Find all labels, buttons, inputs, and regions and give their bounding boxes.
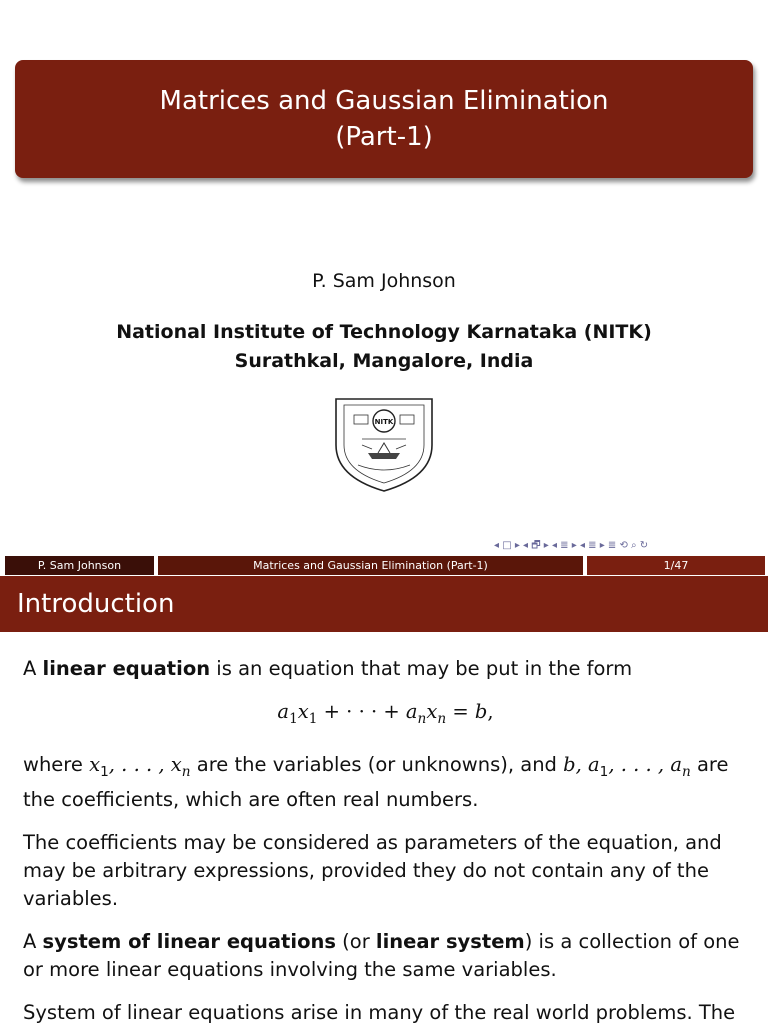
paragraph-coefficients: The coefficients may be considered as parameters of the equation, and may be arbitrary expressions, provided they do not contain any of the variables.	[23, 830, 722, 910]
author-name: P. Sam Johnson	[312, 270, 456, 292]
nitk-emblem-icon	[332, 395, 436, 493]
footer	[0, 556, 768, 575]
paragraph-applications: System of linear equations arise in many of the real world problems. The	[23, 1000, 736, 1024]
paragraph-variables: where $x_1$, . . . , $x_n$ are the variables (or unknowns), and b, $a_1$, . . . , $a_n$ are the coefficients, which are often real numbers.	[23, 752, 729, 811]
title-box	[15, 60, 753, 178]
institute-line2: Surathkal, Mangalore, India	[234, 350, 534, 372]
formula: $a_1x_1$ + · · · + $a_nx_n = b$,	[277, 700, 494, 727]
footer-title: Matrices and Gaussian Elimination (Part-1)	[158, 556, 583, 575]
term-linear-system: linear system	[375, 929, 525, 953]
institute	[0, 318, 768, 376]
institute-line1: National Institute of Technology Karnataka (NITK)	[116, 321, 652, 343]
term-system-of-linear-equations: system of linear equations	[42, 929, 336, 953]
slide-title-line2: (Part-1)	[335, 122, 433, 152]
paragraph-linear-system: A system of linear equations (or linear system) is a collection of one or more linear equations involving the same variables.	[23, 929, 740, 981]
frame-title: Introduction	[0, 576, 768, 632]
footer-author: P. Sam Johnson	[5, 556, 154, 575]
slide-title-line1: Matrices and Gaussian Elimination	[159, 86, 609, 116]
footer-page-number: 1/47	[587, 556, 765, 575]
paragraph-linear-equation: A linear equation is an equation that may be put in the form	[23, 657, 633, 680]
slide-content	[23, 655, 748, 1024]
term-linear-equation: linear equation	[42, 657, 211, 680]
beamer-navigation-icons[interactable]: ◂ □ ▸ ◂ 🗗 ▸ ◂ ≣ ▸ ◂ ≣ ▸ ≣ ⟲ ⌕ ↻	[494, 540, 649, 551]
svg-text:NITK: NITK	[374, 418, 394, 426]
